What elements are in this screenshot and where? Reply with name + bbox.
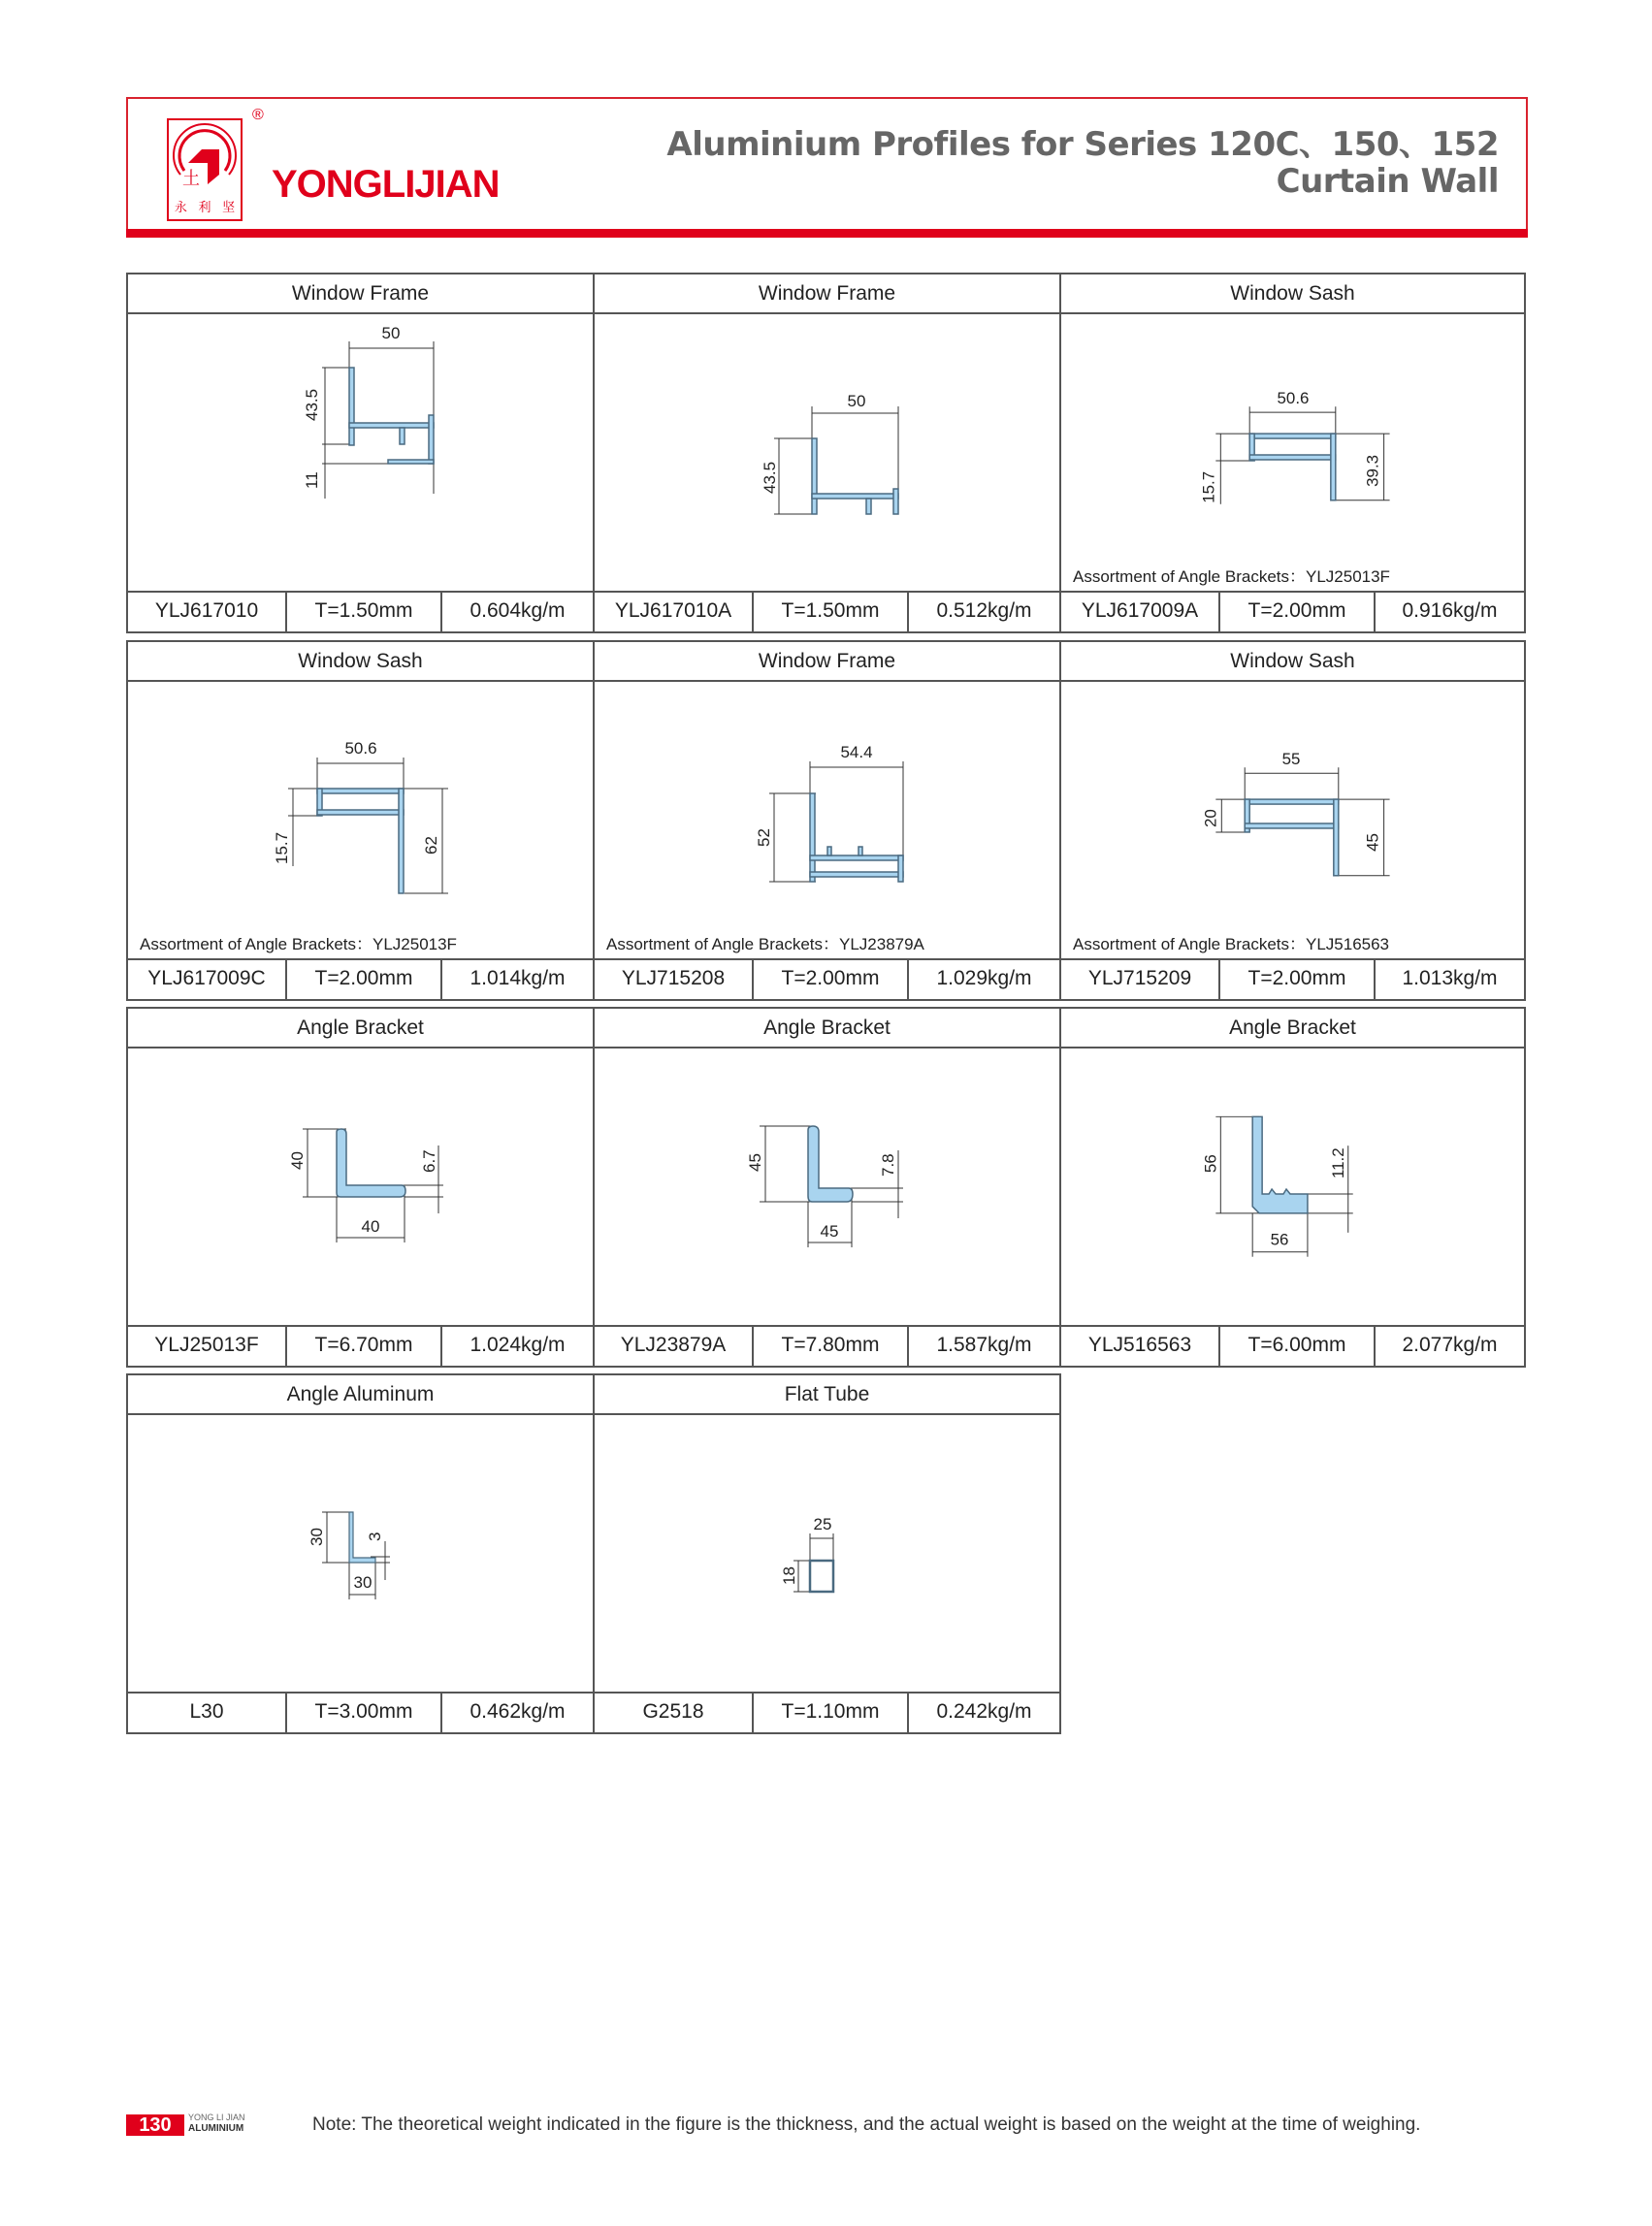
profile-card bbox=[593, 1373, 1061, 1734]
profile-drawing-area bbox=[128, 1415, 593, 1695]
profile-code: G2518 bbox=[595, 1694, 754, 1732]
profile-title: Angle Aluminum bbox=[128, 1375, 593, 1415]
profile-spec-row bbox=[595, 1325, 1059, 1366]
profile-thickness: T=2.00mm bbox=[1220, 593, 1376, 631]
profile-title: Window Frame bbox=[128, 274, 593, 314]
profile-weight: 1.587kg/m bbox=[936, 1334, 1032, 1356]
svg-text:45: 45 bbox=[746, 1153, 764, 1172]
svg-text:43.5: 43.5 bbox=[761, 461, 779, 494]
profile-card bbox=[1059, 273, 1526, 633]
profile-weight: 2.077kg/m bbox=[1402, 1334, 1498, 1356]
profile-weight: 0.916kg/m bbox=[1402, 599, 1498, 622]
profile-card bbox=[593, 273, 1061, 633]
footer-brand bbox=[188, 2113, 245, 2134]
logo-char: 永 bbox=[174, 201, 187, 215]
svg-text:50.6: 50.6 bbox=[344, 739, 377, 758]
window-sash-profile-icon bbox=[128, 682, 593, 962]
profile-weight: 0.512kg/m bbox=[936, 599, 1032, 622]
profile-card bbox=[1059, 1007, 1526, 1368]
profile-weight: 0.604kg/m bbox=[470, 599, 566, 622]
profile-drawing-area bbox=[128, 1048, 593, 1329]
profile-code: YLJ617010A bbox=[595, 593, 754, 631]
profile-title: Window Frame bbox=[595, 274, 1059, 314]
profile-card bbox=[1059, 640, 1526, 1001]
svg-text:30: 30 bbox=[353, 1573, 373, 1592]
registered-mark: ® bbox=[252, 107, 264, 123]
angle-bracket-profile-icon bbox=[595, 1048, 1059, 1329]
header-red-bar bbox=[126, 229, 1528, 238]
page-title bbox=[666, 126, 1499, 200]
svg-text:20: 20 bbox=[1201, 809, 1220, 827]
svg-text:52: 52 bbox=[755, 828, 773, 847]
profile-thickness: T=3.00mm bbox=[287, 1694, 442, 1732]
profile-card bbox=[126, 273, 595, 633]
profile-card bbox=[126, 640, 595, 1001]
brand-name: YONGLIJIAN bbox=[272, 163, 500, 206]
profile-thickness: T=1.10mm bbox=[754, 1694, 909, 1732]
profile-weight: 1.029kg/m bbox=[936, 967, 1032, 989]
logo-chinese-text bbox=[169, 197, 241, 215]
page-header bbox=[126, 97, 1528, 231]
profile-code: YLJ617009C bbox=[128, 960, 287, 999]
svg-text:62: 62 bbox=[422, 836, 440, 855]
profile-thickness: T=2.00mm bbox=[1220, 960, 1376, 999]
profile-spec-row bbox=[128, 1692, 593, 1732]
svg-text:6.7: 6.7 bbox=[420, 1149, 438, 1173]
title-line-1: Aluminium Profiles for Series 120C、150、152 bbox=[666, 125, 1499, 164]
profile-title: Angle Bracket bbox=[128, 1009, 593, 1048]
profile-code: YLJ23879A bbox=[595, 1327, 754, 1366]
svg-text:45: 45 bbox=[820, 1222, 839, 1241]
profile-thickness: T=1.50mm bbox=[287, 593, 442, 631]
svg-text:40: 40 bbox=[288, 1151, 307, 1170]
profile-weight: 1.014kg/m bbox=[470, 967, 566, 989]
profile-title: Angle Bracket bbox=[595, 1009, 1059, 1048]
profile-code: YLJ617009A bbox=[1061, 593, 1220, 631]
svg-text:15.7: 15.7 bbox=[1199, 470, 1218, 503]
profile-thickness: T=6.70mm bbox=[287, 1327, 442, 1366]
profile-thickness: T=2.00mm bbox=[754, 960, 909, 999]
profile-code: YLJ715208 bbox=[595, 960, 754, 999]
svg-text:3: 3 bbox=[366, 1532, 384, 1541]
profile-code: YLJ25013F bbox=[128, 1327, 287, 1366]
svg-text:40: 40 bbox=[361, 1217, 380, 1236]
profile-drawing-area bbox=[128, 682, 593, 962]
weight-note: Note: The theoretical weight indicated in the figure is the thickness, and the actual weight is based on the weight at the time of weighing. bbox=[312, 2114, 1421, 2135]
svg-text:45: 45 bbox=[1363, 833, 1382, 852]
profile-row-1 bbox=[126, 273, 1526, 633]
profile-spec-row bbox=[128, 1325, 593, 1366]
svg-text:39.3: 39.3 bbox=[1363, 454, 1382, 487]
profile-code: YLJ715209 bbox=[1061, 960, 1220, 999]
angle-bracket-assortment: Assortment of Angle Brackets：YLJ23879A bbox=[606, 935, 924, 953]
svg-text:43.5: 43.5 bbox=[303, 388, 321, 421]
page-number: 130 bbox=[126, 2114, 184, 2136]
profile-title: Flat Tube bbox=[595, 1375, 1059, 1415]
svg-text:15.7: 15.7 bbox=[273, 831, 291, 864]
svg-text:50: 50 bbox=[847, 392, 866, 410]
profile-spec-row bbox=[595, 1692, 1059, 1732]
profile-weight: 0.462kg/m bbox=[470, 1700, 566, 1723]
profile-spec-row bbox=[128, 958, 593, 999]
profile-row-2 bbox=[126, 640, 1526, 1001]
footer-brand-line-2: ALUMINIUM bbox=[188, 2123, 244, 2134]
profile-weight: 0.242kg/m bbox=[936, 1700, 1032, 1723]
svg-text:18: 18 bbox=[780, 1566, 798, 1585]
profile-drawing-area bbox=[128, 314, 593, 595]
profile-drawing-area bbox=[1061, 682, 1524, 962]
profile-spec-row bbox=[595, 591, 1059, 631]
profile-drawing-area bbox=[595, 682, 1059, 962]
profile-code: YLJ516563 bbox=[1061, 1327, 1220, 1366]
window-frame-profile-icon bbox=[595, 682, 1059, 962]
angle-bracket-profile-icon bbox=[1061, 1048, 1524, 1329]
angle-bracket-assortment: Assortment of Angle Brackets：YLJ516563 bbox=[1073, 935, 1390, 953]
profile-title: Window Sash bbox=[1061, 274, 1524, 314]
logo-char: 利 bbox=[198, 201, 211, 215]
logo-emblem-icon bbox=[169, 120, 241, 198]
profile-title: Window Sash bbox=[1061, 642, 1524, 682]
footer-brand-line-1: YONG LI JIAN bbox=[188, 2113, 245, 2122]
profile-thickness: T=7.80mm bbox=[754, 1327, 909, 1366]
svg-text:56: 56 bbox=[1201, 1154, 1220, 1174]
profile-code: L30 bbox=[128, 1694, 287, 1732]
profile-code: YLJ617010 bbox=[128, 593, 287, 631]
profile-spec-row bbox=[595, 958, 1059, 999]
profile-card bbox=[126, 1373, 595, 1734]
logo-char: 坚 bbox=[222, 201, 236, 215]
profile-row-3 bbox=[126, 1007, 1526, 1368]
svg-text:7.8: 7.8 bbox=[879, 1153, 897, 1177]
angle-bracket-profile-icon bbox=[128, 1048, 593, 1329]
profile-spec-row bbox=[1061, 958, 1524, 999]
profile-weight: 1.013kg/m bbox=[1402, 967, 1498, 989]
angle-bracket-assortment: Assortment of Angle Brackets：YLJ25013F bbox=[1073, 567, 1390, 586]
profile-drawing-area bbox=[595, 1048, 1059, 1329]
profile-row-4 bbox=[126, 1373, 1061, 1734]
profile-title: Window Frame bbox=[595, 642, 1059, 682]
company-logo bbox=[167, 118, 243, 221]
svg-text:50: 50 bbox=[381, 324, 401, 342]
title-line-2: Curtain Wall bbox=[1276, 162, 1499, 201]
profile-card bbox=[126, 1007, 595, 1368]
profile-weight: 1.024kg/m bbox=[470, 1334, 566, 1356]
window-frame-profile-icon bbox=[595, 314, 1059, 595]
window-sash-profile-icon bbox=[1061, 682, 1524, 962]
profile-spec-row bbox=[1061, 591, 1524, 631]
profile-spec-row bbox=[1061, 1325, 1524, 1366]
profile-drawing-area bbox=[1061, 314, 1524, 595]
window-frame-profile-icon bbox=[128, 314, 593, 595]
profile-thickness: T=6.00mm bbox=[1220, 1327, 1376, 1366]
profile-card bbox=[593, 640, 1061, 1001]
profile-drawing-area bbox=[1061, 1048, 1524, 1329]
svg-text:55: 55 bbox=[1281, 750, 1301, 769]
svg-text:25: 25 bbox=[813, 1515, 832, 1533]
svg-text:54.4: 54.4 bbox=[840, 743, 873, 761]
svg-text:56: 56 bbox=[1270, 1230, 1289, 1249]
flat-tube-profile-icon bbox=[595, 1415, 1059, 1695]
profile-drawing-area bbox=[595, 314, 1059, 595]
profile-spec-row bbox=[128, 591, 593, 631]
window-sash-profile-icon bbox=[1061, 314, 1524, 595]
profile-title: Window Sash bbox=[128, 642, 593, 682]
angle-aluminum-profile-icon bbox=[128, 1415, 593, 1695]
svg-text:50.6: 50.6 bbox=[1277, 389, 1310, 408]
profile-thickness: T=2.00mm bbox=[287, 960, 442, 999]
profile-drawing-area bbox=[595, 1415, 1059, 1695]
svg-text:30: 30 bbox=[308, 1528, 326, 1546]
profile-title: Angle Bracket bbox=[1061, 1009, 1524, 1048]
angle-bracket-assortment: Assortment of Angle Brackets：YLJ25013F bbox=[140, 935, 457, 953]
svg-text:11.2: 11.2 bbox=[1328, 1147, 1347, 1179]
svg-text:土: 土 bbox=[182, 169, 200, 189]
svg-text:11: 11 bbox=[303, 471, 321, 489]
profile-thickness: T=1.50mm bbox=[754, 593, 909, 631]
profile-card bbox=[593, 1007, 1061, 1368]
